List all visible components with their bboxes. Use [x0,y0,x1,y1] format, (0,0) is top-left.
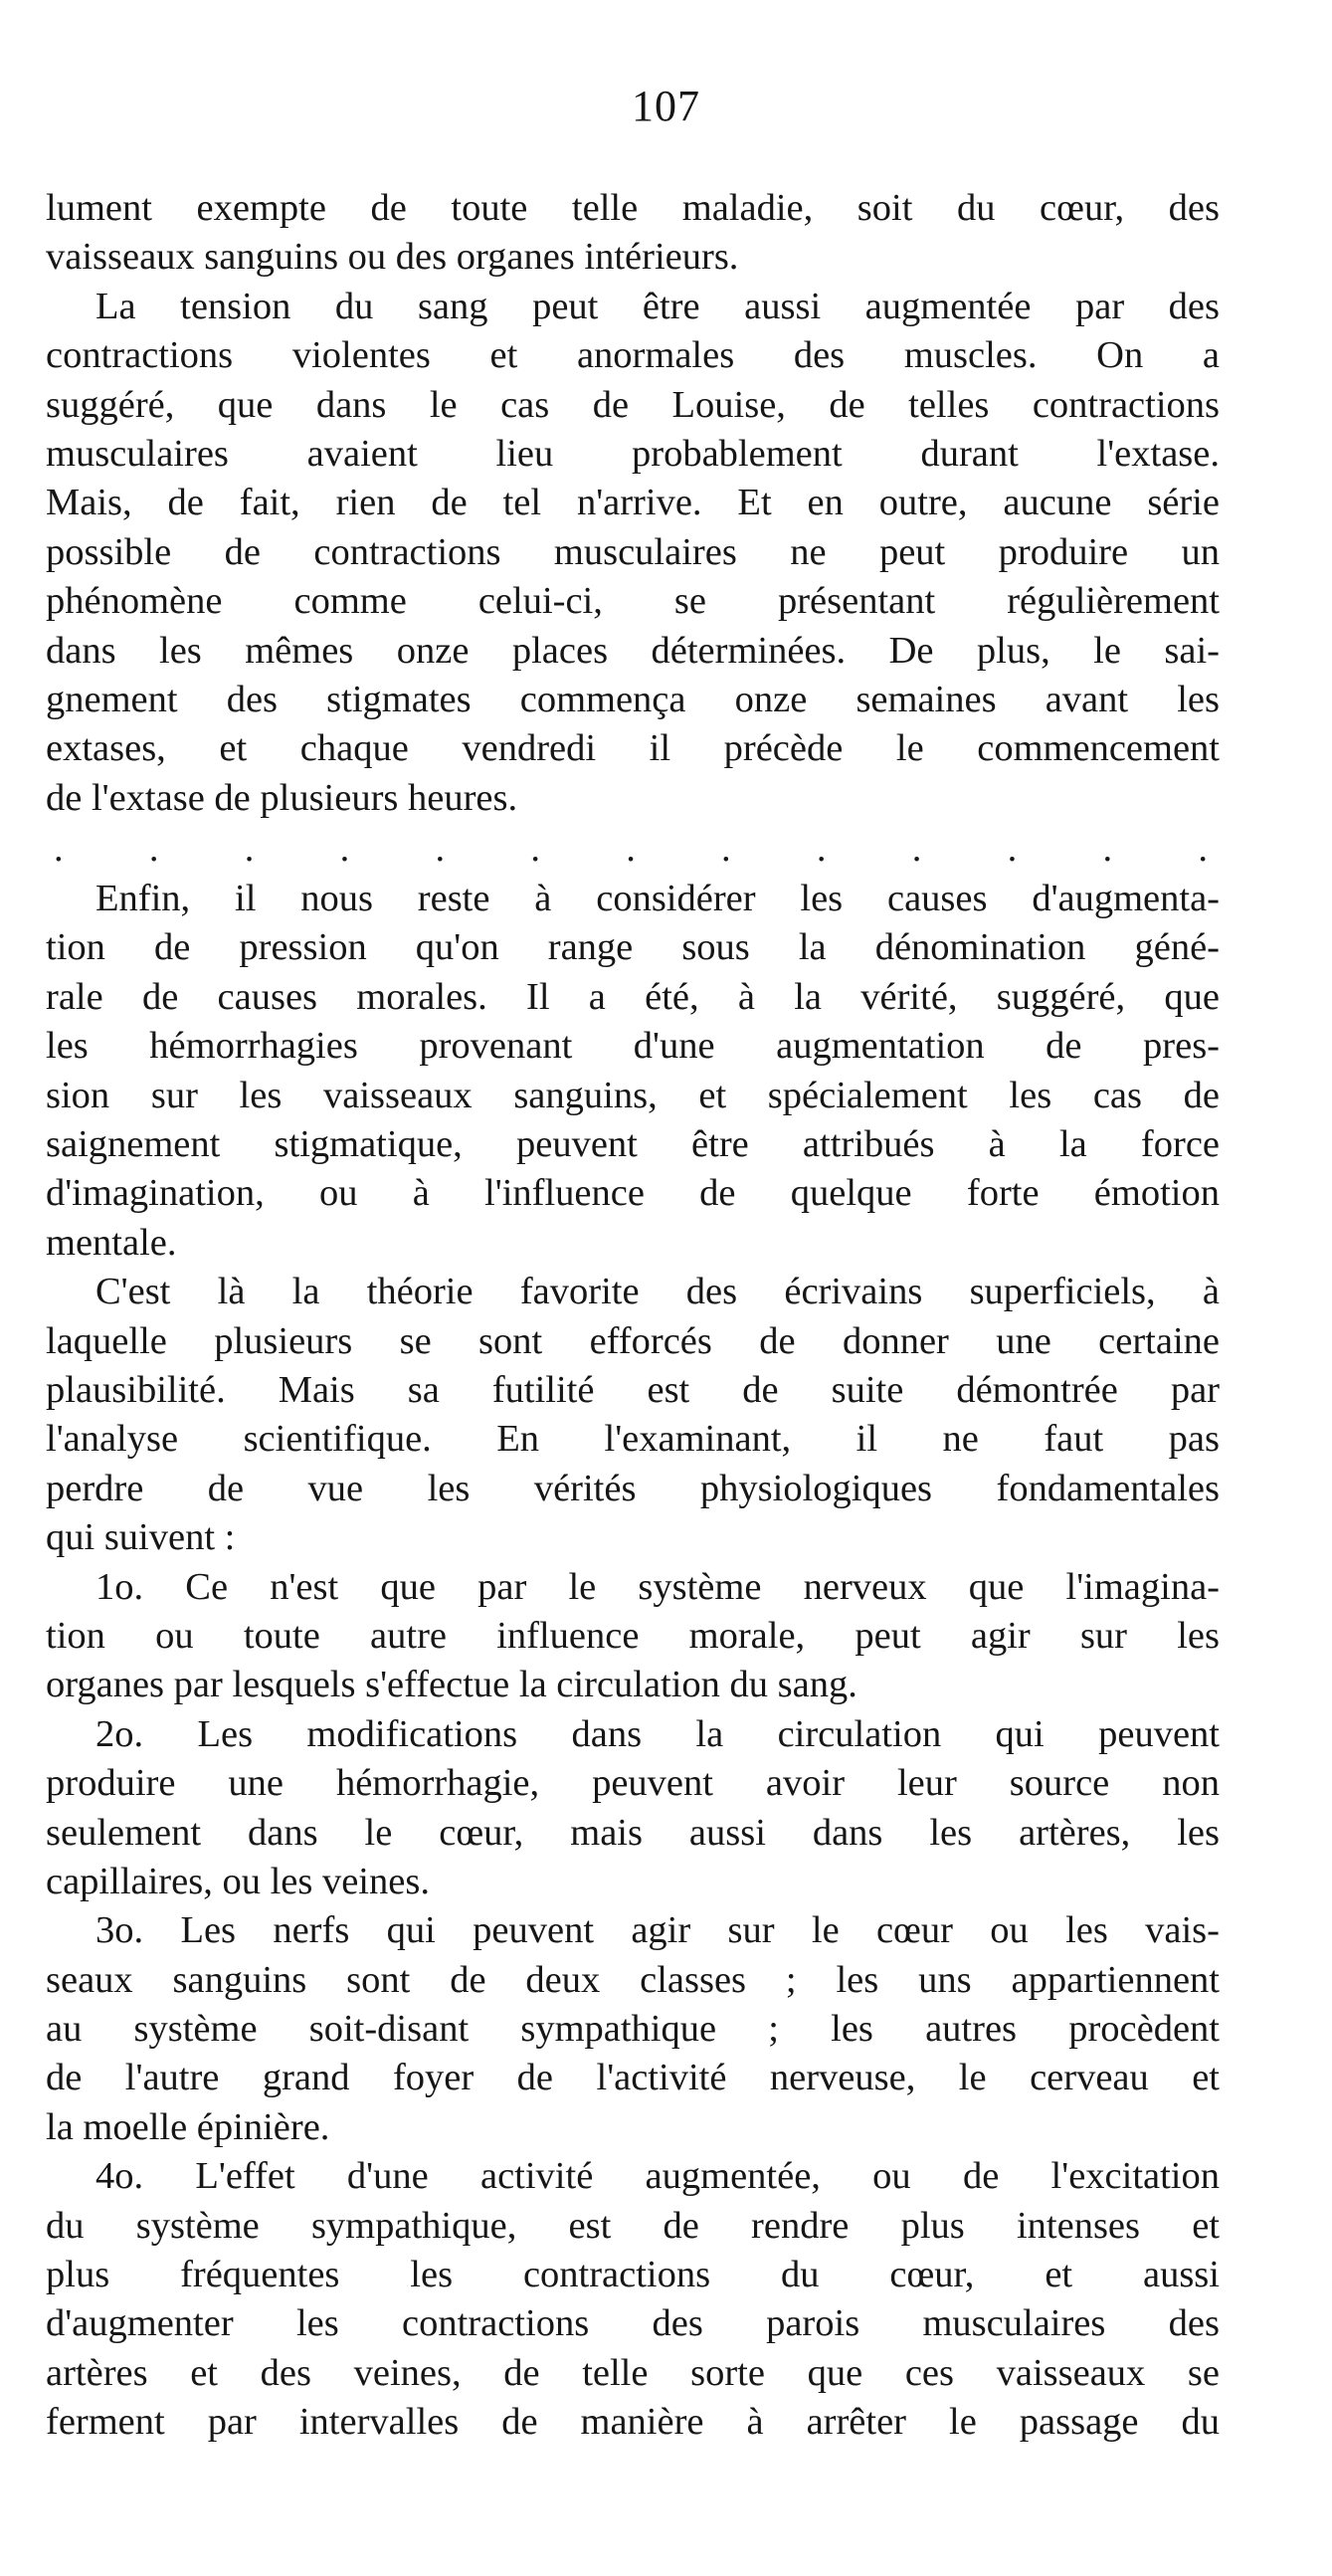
text-line: 4o. L'effet d'une activité augmentée, ou de l'excitation [95,2155,1220,2198]
text-line: seaux sanguins sont de deux classes ; les uns appartiennent [46,1958,1220,2001]
text-line: du système sympathique, est de rendre plus intenses et [46,2204,1220,2247]
text-line: lument exempte de toute telle maladie, soit du cœur, des [46,187,1220,229]
text-line: Enfin, il nous reste à considérer les causes d'augmenta- [95,878,1220,920]
paragraph [46,1563,1220,1710]
text-line: plausibilité. Mais sa futilité est de suite démontrée par [46,1368,1220,1411]
body-text [46,184,1220,2448]
text-line: mentale. [46,1221,177,1264]
text-line: seulement dans le cœur, mais aussi dans les artères, les [46,1811,1220,1854]
text-line: La tension du sang peut être aussi augmentée par des [95,285,1220,327]
paragraph [46,184,1220,283]
text-line: l'analyse scientifique. En l'examinant, il ne faut pas [46,1418,1220,1461]
text-line: artères et des veines, de telle sorte que ces vaisseaux se [46,2351,1220,2394]
paragraph [46,1710,1220,1907]
text-line: la moelle épinière. [46,2105,330,2148]
text-line: vaisseaux sanguins ou des organes intérieurs. [46,236,739,279]
text-line: rale de causes morales. Il a été, à la vérité, suggéré, que [46,975,1220,1018]
text-line: de l'extase de plusieurs heures. [46,776,518,819]
text-line: 2o. Les modifications dans la circulation qui peuvent [95,1712,1220,1755]
paragraph [46,2152,1220,2447]
text-line: 3o. Les nerfs qui peuvent agir sur le cœur ou les vais- [95,1909,1220,1952]
text-line: au système soit-disant sympathique ; les autres procèdent [46,2008,1220,2051]
text-line: organes par lesquels s'effectue la circulation du sang. [46,1664,857,1706]
text-line: C'est là la théorie favorite des écrivains superficiels, à [95,1271,1220,1313]
text-line: de l'autre grand foyer de l'activité nerveuse, le cerveau et [46,2057,1220,2099]
text-line: ferment par intervalles de manière à arrêter le passage du [46,2401,1220,2444]
text-line: produire une hémorrhagie, peuvent avoir leur source non [46,1762,1220,1805]
text-line: possible de contractions musculaires ne peut produire un [46,530,1220,573]
paragraph [46,1268,1220,1562]
text-line: capillaires, ou les veines. [46,1860,430,1902]
section-separator: . . . . . . . . . . . . . [54,828,1208,871]
text-line: phénomène comme celui-ci, se présentant régulièrement [46,580,1220,623]
text-line: sion sur les vaisseaux sanguins, et spécialement les cas de [46,1074,1220,1116]
text-line: saignement stigmatique, peuvent être attribués à la force [46,1123,1220,1166]
page-number: 107 [632,82,700,130]
text-line: extases, et chaque vendredi il précède le commencement [46,727,1220,770]
text-line: perdre de vue les vérités physiologiques fondamentales [46,1467,1220,1509]
paragraph [46,1906,1220,2152]
text-line: 1o. Ce n'est que par le système nerveux que l'imagina- [95,1565,1220,1608]
text-line: d'augmenter les contractions des parois musculaires des [46,2302,1220,2345]
text-line: tion ou toute autre influence morale, peut agir sur les [46,1614,1220,1657]
text-line: tion de pression qu'on range sous la dénomination géné- [46,926,1220,969]
text-line: musculaires avaient lieu probablement durant l'extase. [46,432,1220,475]
text-line: d'imagination, ou à l'influence de quelque forte émotion [46,1172,1220,1215]
paragraph [46,875,1220,1268]
paragraph [46,283,1220,823]
text-line: dans les mêmes onze places déterminées. De plus, le sai- [46,629,1220,672]
text-line: suggéré, que dans le cas de Louise, de telles contractions [46,383,1220,426]
text-line: plus fréquentes les contractions du cœur, et aussi [46,2254,1220,2296]
text-line: les hémorrhagies provenant d'une augmentation de pres- [46,1025,1220,1068]
text-line: qui suivent : [46,1516,236,1559]
text-line: gnement des stigmates commença onze semaines avant les [46,678,1220,720]
text-line: contractions violentes et anormales des muscles. On a [46,334,1220,377]
text-line: Mais, de fait, rien de tel n'arrive. Et en outre, aucune série [46,482,1220,524]
text-line: laquelle plusieurs se sont efforcés de donner une certaine [46,1319,1220,1362]
